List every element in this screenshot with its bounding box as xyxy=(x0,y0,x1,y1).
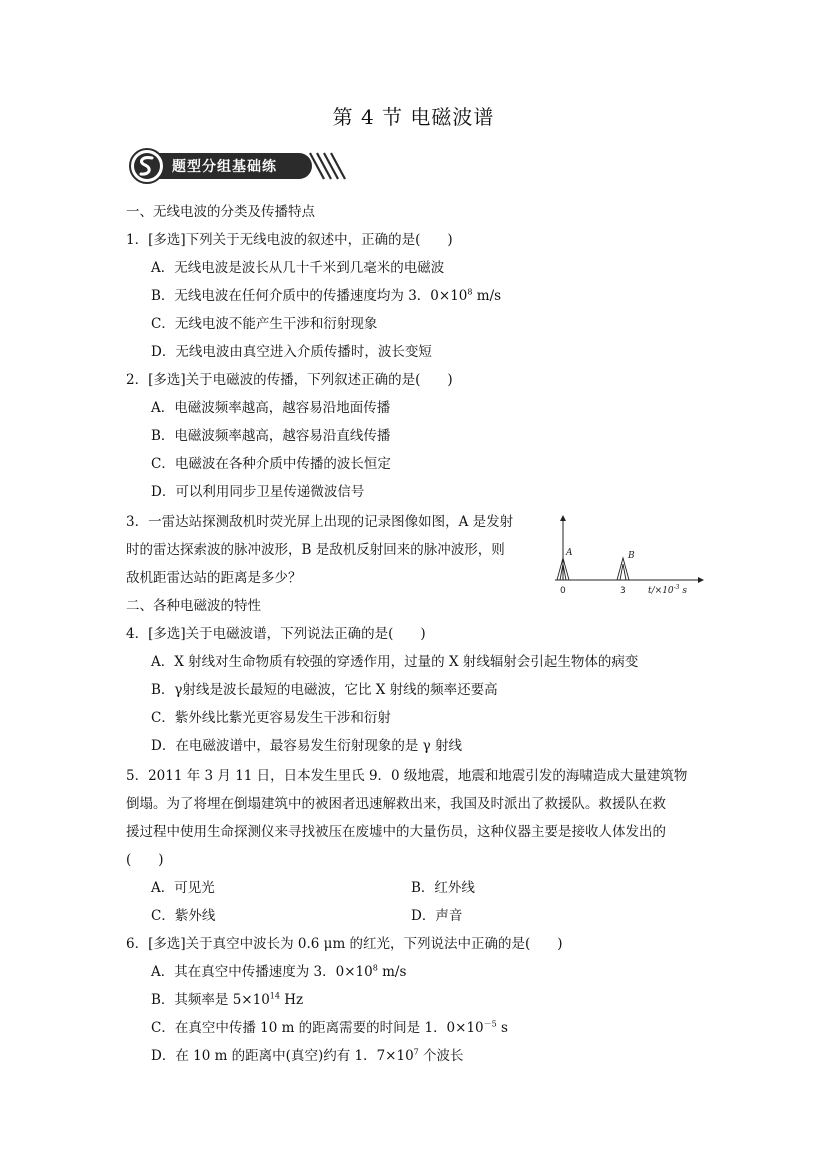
section-banner xyxy=(128,147,346,185)
tick-label-3: 3 xyxy=(620,586,626,596)
question-6-option-a: A．其在真空中传播速度为 3．$0\times 10^8$ m/s xyxy=(151,963,407,980)
banner-stripes-icon xyxy=(310,153,345,179)
pulse-b xyxy=(617,558,629,580)
question-4-option-c: C．紫外线比紫光更容易发生干涉和衍射 xyxy=(151,710,391,726)
question-2-option-b: B．电磁波频率越高，越容易沿直线传播 xyxy=(151,428,391,444)
question-5-line-2: 倒塌。为了将埋在倒塌建筑中的被困者迅速解救出来，我国及时派出了救援队。救援队在救 xyxy=(126,796,666,812)
question-2-option-c: C．电磁波在各种介质中传播的波长恒定 xyxy=(151,456,391,472)
question-5-option-d: D．声音 xyxy=(411,908,463,924)
question-2-option-d: D．可以利用同步卫星传递微波信号 xyxy=(151,484,365,500)
axis-label: $t/\times 10^{-3}$ s xyxy=(648,584,687,596)
question-1-option-c: C．无线电波不能产生干涉和衍射现象 xyxy=(151,316,378,332)
question-6-option-c: C．在真空中传播 10 m 的距离需要的时间是 1．$0\times 10^{-5}$ s xyxy=(151,1019,508,1036)
question-4-option-a: A．X 射线对生命物质有较强的穿透作用，过量的 X 射线辐射会引起生物体的病变 xyxy=(151,654,639,670)
question-6-option-d: D．在 10 m 的距离中(真空)约有 1．$7\times 10^7$ 个波长 xyxy=(151,1047,464,1064)
banner-label: 题型分组基础练 xyxy=(172,159,277,175)
radar-pulse-figure xyxy=(549,512,705,600)
section-heading-1: 一、无线电波的分类及传播特点 xyxy=(126,204,315,220)
question-5-option-a: A．可见光 xyxy=(151,880,215,896)
question-4-option-d: D．在电磁波谱中，最容易发生衍射现象的是 γ 射线 xyxy=(151,738,462,754)
pulse-b-label: B xyxy=(628,551,635,561)
question-1-option-d: D．无线电波由真空进入介质传播时，波长变短 xyxy=(151,344,432,360)
question-4-stem: 4．[多选]关于电磁波谱，下列说法正确的是( ) xyxy=(126,626,426,642)
question-5-line-1: 5．2011 年 3 月 11 日，日本发生里氏 9．0 级地震，地震和地震引发的海啸造成大量建筑物 xyxy=(126,768,688,784)
question-1-option-b: B．无线电波在任何介质中的传播速度均为 3．$0\times 10^8$ m/s xyxy=(151,287,502,304)
question-2-option-a: A．电磁波频率越高，越容易沿地面传播 xyxy=(151,400,391,416)
question-3-line-1: 3．一雷达站探测敌机时荧光屏上出现的记录图像如图，A 是发射 xyxy=(126,514,514,530)
section-heading-2: 二、各种电磁波的特性 xyxy=(126,598,261,614)
tick-label-0: 0 xyxy=(560,586,566,596)
question-6-stem: 6．[多选]关于真空中波长为 0.6 μm 的红光，下列说法中正确的是( ) xyxy=(126,936,563,952)
question-5-option-c: C．紫外线 xyxy=(151,908,216,924)
banner-logo-icon xyxy=(130,149,164,183)
page-title: 第 4 节 电磁波谱 xyxy=(332,105,495,129)
question-1-option-a: A．无线电波是波长从几十千米到几毫米的电磁波 xyxy=(151,260,445,276)
pulse-a-label: A xyxy=(566,548,573,558)
question-3-line-3: 敌机距雷达站的距离是多少？ xyxy=(126,570,302,586)
question-1-stem: 1．[多选]下列关于无线电波的叙述中，正确的是( ) xyxy=(126,232,453,248)
question-5-line-4: ( ) xyxy=(126,852,164,868)
question-2-stem: 2．[多选]关于电磁波的传播，下列叙述正确的是( ) xyxy=(126,372,453,388)
question-6-option-b: B．其频率是 $5\times 10^{14}$ Hz xyxy=(151,991,304,1008)
question-3-line-2: 时的雷达探索波的脉冲波形，B 是敌机反射回来的脉冲波形，则 xyxy=(126,542,505,558)
question-4-option-b: B．γ射线是波长最短的电磁波，它比 X 射线的频率还要高 xyxy=(151,682,498,698)
question-5-option-b: B．红外线 xyxy=(411,880,475,896)
question-5-line-3: 援过程中使用生命探测仪来寻找被压在废墟中的大量伤员，这种仪器主要是接收人体发出的 xyxy=(126,824,666,840)
